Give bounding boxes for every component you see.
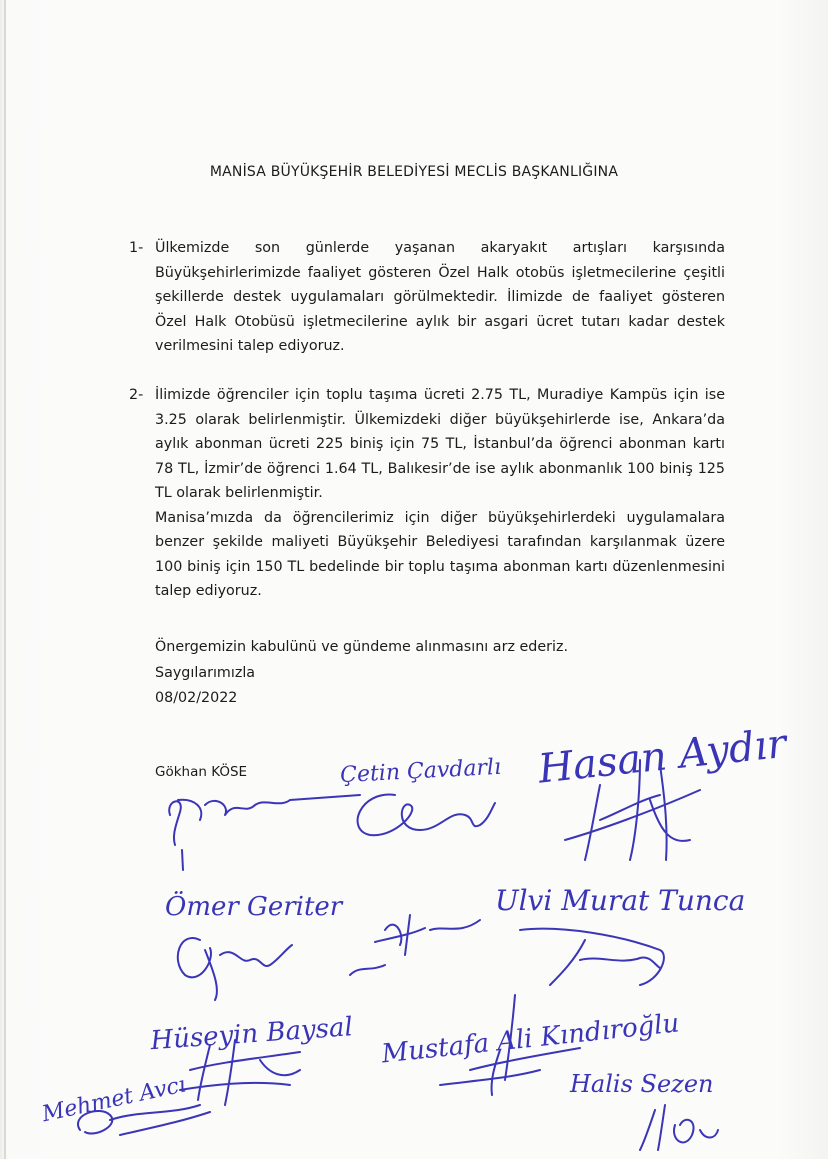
item-number: 2-: [129, 387, 144, 403]
closing-request: Önergemizin kabulünü ve gündeme alınmasını arz ederiz.: [155, 639, 569, 655]
signature-scribble: [350, 915, 480, 975]
closing-regards: Saygılarımızla: [155, 664, 256, 681]
signature-scribble: [169, 795, 360, 870]
handwritten-name: Hasan Aydır: [536, 720, 789, 793]
item-text: Ülkemizde son günlerde yaşanan akaryakıt artışları karşısında Büyükşehirlerimizde faaliyet gösteren Özel Halk otobüs işletmecilerine çeşitli şekillerde destek uygulamaları görülmektedir. İlimizde de faaliyet gösteren Özel Halk Otobüsü işletmecilerine aylık bir asgari ücret tutarı kadar destek verilmesini talep ediyoruz.: [155, 240, 725, 354]
handwritten-name: Ulvi Murat Tunca: [495, 884, 746, 917]
item-number: 1-: [129, 240, 144, 256]
handwritten-name: Mustafa Ali Kındıroğlu: [380, 1008, 681, 1070]
item-text-continued: Manisa’mızda da öğrencilerimiz için diğer büyükşehirlerdeki uygulamalara benzer şekilde maliyeti Büyükşehir Belediyesi tarafından karşılanmak üzere 100 biniş için 150 TL bedelinde bir toplu taşıma abonman kartı düzenlenmesini talep ediyoruz.: [155, 509, 725, 599]
signature-scribble: [178, 938, 292, 1000]
signature-scribble: [640, 1105, 718, 1150]
handwritten-name: Hüseyin Baysal: [149, 1012, 354, 1057]
handwritten-name: Mehmet Avcı: [39, 1072, 189, 1128]
signature-scribble: [520, 929, 664, 985]
handwritten-name: Ömer Geriter: [165, 892, 343, 922]
handwritten-name: Çetin Çavdarlı: [339, 754, 502, 789]
signature-scribble: [358, 795, 495, 836]
item-text: İlimizde öğrenciler için toplu taşıma ücreti 2.75 TL, Muradiye Kampüs için ise 3.25 olarak belirlenmiştir. Ülkemizdeki diğer büyükşehirlerde ise, Ankara’da aylık abonman ücreti 225 biniş için 75 TL, İstanbul’da öğrenci abonman kartı 78 TL, İzmir’de öğrenci 1.64 TL, Balıkesir’de ise aylık abonmanlık 100 biniş 125 TL olarak belirlenmiştir.: [155, 387, 725, 501]
document-title: MANİSA BÜYÜKŞEHİR BELEDİYESİ MECLİS BAŞKANLIĞINA: [209, 164, 619, 180]
handwritten-name: Halis Sezen: [570, 1070, 714, 1098]
closing-date: 08/02/2022: [155, 690, 238, 706]
signer-name: Gökhan KÖSE: [155, 764, 248, 780]
